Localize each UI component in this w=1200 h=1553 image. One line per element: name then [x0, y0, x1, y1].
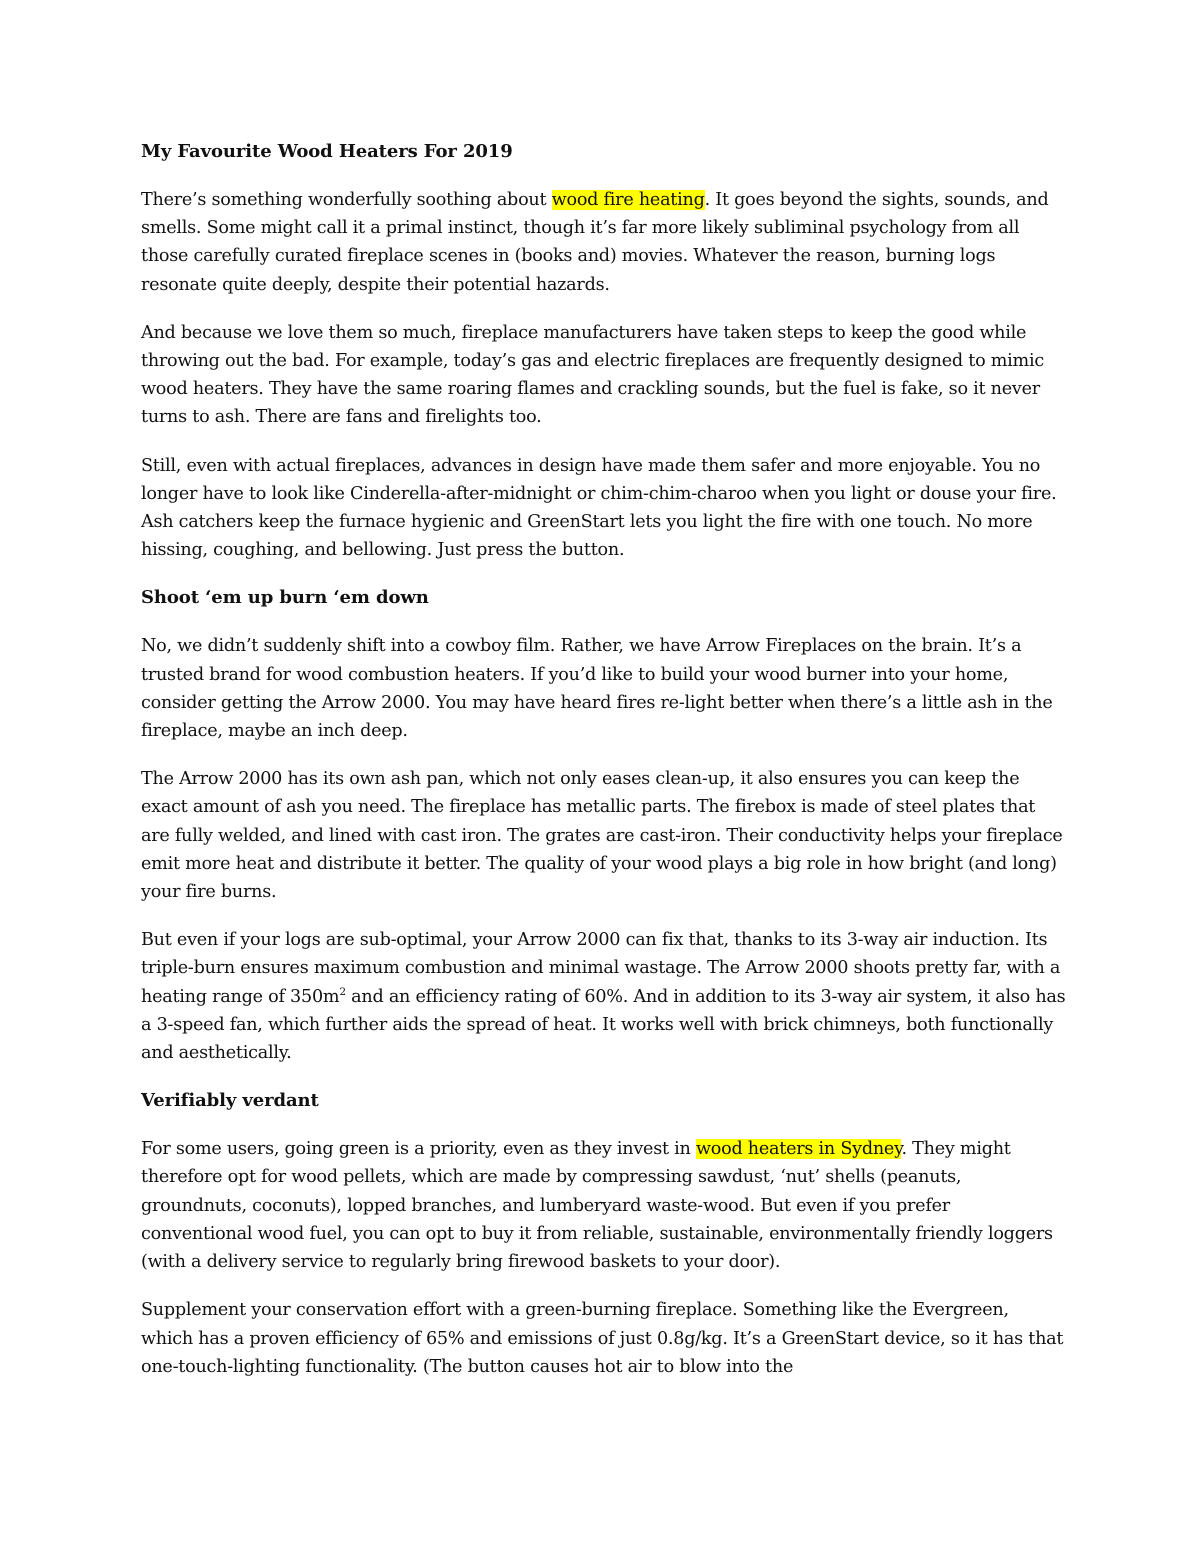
paragraph-cowboy: No, we didn’t suddenly shift into a cowboy film. Rather, we have Arrow Fireplaces on the brain. It’s a trusted brand for wood combustion heaters. If you’d like to build your wood burner into your home, consider getting the Arrow 2000. You may have heard fires re-light better when there’s a little ash in the fireplace, maybe an inch deep. [141, 636, 1053, 742]
highlighted-link-wood-heaters-sydney[interactable]: wood heaters in Sydney [695, 1139, 902, 1160]
paragraph-text: But even if your logs are sub-optimal, your Arrow 2000 can fix that, thanks to its 3-way air induction. Its triple-burn ensures maximum combustion and minimal wastage. The Arrow 2000 shoots pretty far, with a heating range of 350m [141, 930, 1061, 1007]
section-heading-verifiably-verdant: Verifiably verdant [141, 1090, 319, 1112]
paragraph-ash-pan: The Arrow 2000 has its own ash pan, which not only eases clean-up, it also ensures you can keep the exact amount of ash you need. The fireplace has metallic parts. The firebox is made of steel plates that are fully welded, and lined with cast iron. The grates are cast-iron. Their conductivity helps your fireplace emit more heat and distribute it better. The quality of your wood plays a big role in how bright (and long) your fire burns. [141, 769, 1063, 903]
paragraph-text: . It goes beyond the sights, sounds, and smells. Some might call it a primal instinct, though it’s far more likely subliminal psychology from all those carefully curated fireplace scenes in (books and) movies. Whatever the reason, burning logs resonate quite deeply, despite their potential hazards. [141, 190, 1049, 295]
paragraph-text: . They might therefore opt for wood pellets, which are made by compressing sawdust, ‘nut’ shells (peanuts, groundnuts, coconuts), lopped branches, and lumberyard waste-wood. But even if you prefer conventional wood fuel, you can opt to buy it from reliable, sustainable, environmentally friendly loggers (with a delivery service to regularly bring firewood baskets to your door). [141, 1139, 1053, 1273]
superscript: 2 [339, 985, 346, 998]
section-heading-shoot-em-up: Shoot ‘em up burn ‘em down [141, 587, 429, 609]
document-title: My Favourite Wood Heaters For 2019 [141, 141, 513, 162]
document-page [141, 138, 1066, 1401]
paragraph-air-induction [141, 926, 1066, 1067]
paragraph-manufacturers: And because we love them so much, fireplace manufacturers have taken steps to keep the good while throwing out the bad. For example, today’s gas and electric fireplaces are frequently designed to mimic wood heaters. They have the same roaring flames and crackling sounds, but the fuel is fake, so it never turns to ash. There are fans and firelights too. [141, 322, 1044, 428]
paragraph-text: and an efficiency rating of 60%. And in addition to its 3-way air system, it also has a 3-speed fan, which further aids the spread of heat. It works well with brick chimneys, both functionally and aesthetically. [141, 986, 1066, 1064]
paragraph-evergreen: Supplement your conservation effort with a green-burning fireplace. Something like the Evergreen, which has a proven efficiency of 65% and emissions of just 0.8g/kg. It’s a GreenStart device, so it has that one-touch-lighting functionality. (The button causes hot air to blow into the [141, 1300, 1064, 1377]
paragraph-text: There’s something wonderfully soothing about [141, 190, 552, 210]
paragraph-text: For some users, going green is a priority, even as they invest in [141, 1139, 696, 1160]
highlighted-link-wood-fire-heating[interactable]: wood fire heating [551, 190, 705, 210]
paragraph-intro [141, 186, 1066, 299]
paragraph-going-green [141, 1135, 1066, 1276]
paragraph-advances: Still, even with actual fireplaces, advances in design have made them safer and more enjoyable. You no longer have to look like Cinderella-after-midnight or chim-chim-charoo when you light or douse your fire. Ash catchers keep the furnace hygienic and GreenStart lets you light the fire with one touch. No more hissing, coughing, and bellowing. Just press the button. [141, 455, 1057, 561]
